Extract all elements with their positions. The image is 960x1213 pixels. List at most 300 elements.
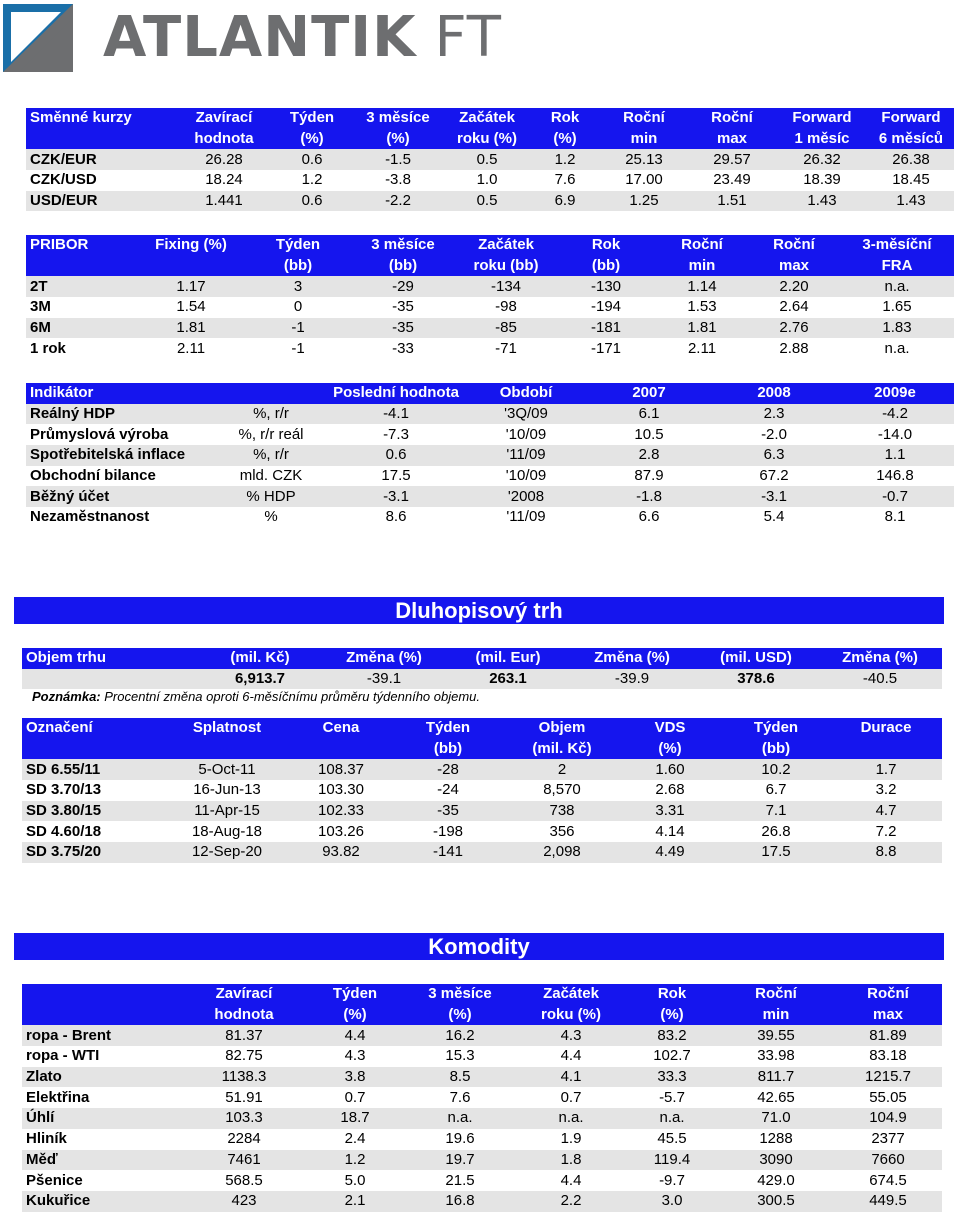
commodity-cell: 568.5 xyxy=(225,1171,263,1189)
fx-header-cell: Rok xyxy=(530,108,600,129)
indicator-cell: 6.3 xyxy=(712,445,836,466)
commodity-row xyxy=(22,1150,942,1171)
pribor-cell: 1.81 xyxy=(656,318,748,339)
fx-cell: 0.6 xyxy=(272,191,352,212)
indicator-cell: -7.3 xyxy=(383,425,409,443)
pribor-cell: 2T xyxy=(26,276,136,297)
bond-header-cell: Objem xyxy=(506,718,618,739)
pribor-header-cell: roku (bb) xyxy=(456,256,556,277)
pribor-cell: -71 xyxy=(495,339,517,357)
pribor-cell: 6M xyxy=(26,318,136,339)
bond-header-cell xyxy=(22,739,162,760)
fx-header-cell: 3 měsíce xyxy=(352,108,444,129)
bond-cell: 8.8 xyxy=(830,842,942,863)
indicator-header-cell: 2009e xyxy=(836,383,954,404)
bond-cell: 7.1 xyxy=(722,801,830,822)
commodity-cell: -5.7 xyxy=(659,1088,685,1106)
commodity-cell: 83.18 xyxy=(869,1047,907,1065)
commodity-cell: n.a. xyxy=(404,1108,516,1129)
volume-header-cell: (mil. Kč) xyxy=(198,648,322,669)
indicator-cell: -4.2 xyxy=(836,404,954,425)
commodity-cell: 2.1 xyxy=(306,1191,404,1212)
bond-cell: 26.8 xyxy=(761,822,791,840)
commodity-cell: 3.8 xyxy=(306,1067,404,1088)
indicator-cell: Nezaměstnanost xyxy=(30,508,150,526)
indicator-cell: Spotřebitelská inflace xyxy=(26,445,216,466)
commodity-cell: 104.9 xyxy=(834,1108,942,1129)
commodities-title: Komodity xyxy=(428,934,530,959)
indicator-row xyxy=(26,445,954,466)
company-logo xyxy=(3,4,502,72)
commodity-header-cell xyxy=(22,984,182,1005)
bond-cell: 4.14 xyxy=(655,822,685,840)
commodity-cell: 33.98 xyxy=(757,1047,795,1065)
brand-name xyxy=(103,5,502,70)
pribor-cell: 1 rok xyxy=(30,339,66,357)
bond-header-cell: Týden xyxy=(390,718,506,739)
fx-header-cell: Začátek xyxy=(444,108,530,129)
volume-note xyxy=(32,689,480,704)
bond-cell: 93.82 xyxy=(292,842,390,863)
fx-cell: 1.2 xyxy=(530,149,600,170)
fx-cell: 26.32 xyxy=(776,149,868,170)
commodity-cell: 4.1 xyxy=(516,1067,626,1088)
fx-header-cell: Zavírací xyxy=(176,108,272,129)
pribor-header-cell: 3 měsíce xyxy=(350,235,456,256)
commodity-cell: Elektřina xyxy=(26,1088,90,1106)
pribor-cell: -35 xyxy=(392,298,414,316)
pribor-cell: 1.65 xyxy=(882,298,912,316)
commodity-cell: 449.5 xyxy=(834,1191,942,1212)
commodity-cell: 674.5 xyxy=(869,1171,907,1189)
commodity-header-row xyxy=(22,1005,942,1026)
pribor-header-cell: (bb) xyxy=(246,256,350,277)
commodity-header-cell: (%) xyxy=(306,1005,404,1026)
volume-cell: 263.1 xyxy=(446,669,570,690)
indicators-table xyxy=(26,383,954,528)
pribor-table xyxy=(26,235,954,359)
fx-row xyxy=(26,149,954,170)
indicator-cell: 6.1 xyxy=(586,404,712,425)
fx-cell: 1.43 xyxy=(776,191,868,212)
pribor-cell: -85 xyxy=(456,318,556,339)
pribor-row xyxy=(26,338,954,359)
bond-cell: 6.7 xyxy=(765,781,787,799)
indicator-cell: -4.1 xyxy=(326,404,466,425)
fx-cell: CZK/USD xyxy=(30,171,97,189)
commodity-cell: 4.3 xyxy=(344,1047,366,1065)
pribor-cell: 1.53 xyxy=(687,298,717,316)
pribor-cell: 2.11 xyxy=(176,339,206,357)
pribor-header-cell: Roční xyxy=(656,235,748,256)
indicator-cell: 17.5 xyxy=(381,467,411,485)
bond-cell: SD 3.75/20 xyxy=(22,842,162,863)
volume-table xyxy=(22,648,942,689)
bond-cell: SD 4.60/18 xyxy=(26,822,102,840)
commodity-header-cell: Začátek xyxy=(516,984,626,1005)
indicator-row xyxy=(26,466,954,487)
indicator-cell: '3Q/09 xyxy=(466,404,586,425)
commodity-cell: 71.0 xyxy=(718,1108,834,1129)
commodity-header-cell: max xyxy=(834,1005,942,1026)
indicator-cell: mld. CZK xyxy=(239,467,303,485)
fx-cell: 1.43 xyxy=(868,191,954,212)
indicator-cell: '2008 xyxy=(466,486,586,507)
bond-cell: 102.33 xyxy=(292,801,390,822)
commodity-cell: 15.3 xyxy=(445,1047,475,1065)
pribor-cell: 2.11 xyxy=(687,339,717,357)
indicator-cell: -14.0 xyxy=(877,425,913,443)
fx-cell: 1.25 xyxy=(600,191,688,212)
bond-cell: 4.7 xyxy=(830,801,942,822)
fx-cell: -1.5 xyxy=(352,149,444,170)
commodity-cell: 19.6 xyxy=(445,1130,475,1148)
bond-cell: 16-Jun-13 xyxy=(193,781,261,799)
commodity-cell: Hliník xyxy=(26,1130,67,1148)
commodity-row xyxy=(22,1067,942,1088)
pribor-header-cell: (bb) xyxy=(350,256,456,277)
bond-cell: 356 xyxy=(549,822,575,840)
commodity-row xyxy=(22,1170,942,1191)
fx-table xyxy=(26,108,954,211)
volume-header-cell: Objem trhu xyxy=(22,648,198,669)
pribor-row xyxy=(26,297,954,318)
fx-header-cell: Forward xyxy=(776,108,868,129)
indicator-cell: % xyxy=(264,508,278,526)
commodity-cell: ropa - WTI xyxy=(26,1047,100,1065)
pribor-header-cell: Rok xyxy=(556,235,656,256)
commodity-cell: n.a. xyxy=(626,1108,718,1129)
fx-header-cell: 1 měsíc xyxy=(776,129,868,150)
bond-cell: 11-Apr-15 xyxy=(162,801,292,822)
indicator-cell: %, r/r xyxy=(216,404,326,425)
commodity-cell: 5.0 xyxy=(344,1171,366,1189)
bond-header-cell: Cena xyxy=(292,718,390,739)
commodity-cell: 1215.7 xyxy=(834,1067,942,1088)
bond-cell: -35 xyxy=(390,801,506,822)
commodity-header-cell: min xyxy=(718,1005,834,1026)
indicator-cell: 10.5 xyxy=(634,425,664,443)
fx-cell: 7.6 xyxy=(554,171,576,189)
commodity-cell: 33.3 xyxy=(626,1067,718,1088)
fx-header-row xyxy=(26,108,954,129)
pribor-row xyxy=(26,318,954,339)
volume-cell: 6,913.7 xyxy=(198,669,322,690)
indicator-cell: Reálný HDP xyxy=(26,404,216,425)
volume-cell: -39.1 xyxy=(322,669,446,690)
pribor-cell: 0 xyxy=(293,298,303,316)
fx-header-cell: max xyxy=(688,129,776,150)
indicator-cell: 8.6 xyxy=(385,508,407,526)
volume-cell: 378.6 xyxy=(694,669,818,690)
volume-cell xyxy=(22,669,198,690)
commodity-cell: 1.2 xyxy=(306,1150,404,1171)
commodity-header-cell: Týden xyxy=(306,984,404,1005)
indicator-cell: -3.1 xyxy=(326,486,466,507)
commodity-header-cell: Rok xyxy=(626,984,718,1005)
fx-header-cell: min xyxy=(600,129,688,150)
bond-cell: 4.49 xyxy=(618,842,722,863)
commodity-cell: 3090 xyxy=(718,1150,834,1171)
fx-row xyxy=(26,191,954,212)
bond-cell: -24 xyxy=(437,781,459,799)
indicator-cell: -1.8 xyxy=(586,486,712,507)
pribor-cell: n.a. xyxy=(840,276,954,297)
volume-header-cell: Změna (%) xyxy=(322,648,446,669)
commodity-cell: 4.4 xyxy=(306,1025,404,1046)
commodity-cell: 4.3 xyxy=(516,1025,626,1046)
pribor-cell: -98 xyxy=(495,298,517,316)
volume-header-cell: Změna (%) xyxy=(818,648,942,669)
fx-header-cell: (%) xyxy=(272,129,352,150)
commodity-cell: 51.91 xyxy=(225,1088,263,1106)
fx-cell: -2.2 xyxy=(352,191,444,212)
commodity-cell: 81.37 xyxy=(182,1025,306,1046)
pribor-cell: -1 xyxy=(291,339,305,357)
bond-cell: -198 xyxy=(432,822,464,840)
commodities-banner xyxy=(14,933,944,960)
fx-cell: -3.8 xyxy=(385,171,411,189)
bonds-table xyxy=(22,718,942,863)
bond-cell: 108.37 xyxy=(292,759,390,780)
commodity-cell: 39.55 xyxy=(718,1025,834,1046)
pribor-cell: 1.14 xyxy=(656,276,748,297)
commodity-cell: 83.2 xyxy=(626,1025,718,1046)
commodity-cell: 811.7 xyxy=(718,1067,834,1088)
bond-cell: 103.30 xyxy=(318,781,364,799)
indicator-header-row xyxy=(26,383,954,404)
bond-row xyxy=(22,821,942,842)
fx-cell: 0.6 xyxy=(272,149,352,170)
pribor-cell: 2.88 xyxy=(779,339,809,357)
fx-cell: 1.51 xyxy=(688,191,776,212)
bond-cell: 3.2 xyxy=(875,781,897,799)
commodity-cell: 16.2 xyxy=(404,1025,516,1046)
indicator-header-cell: 2008 xyxy=(712,383,836,404)
fx-header-cell: Forward xyxy=(868,108,954,129)
fx-header-cell: hodnota xyxy=(176,129,272,150)
fx-cell: USD/EUR xyxy=(26,191,176,212)
commodity-cell: 8.5 xyxy=(404,1067,516,1088)
indicator-cell: 2.8 xyxy=(586,445,712,466)
bond-header-cell: (%) xyxy=(618,739,722,760)
fx-header-cell xyxy=(26,129,176,150)
fx-header-row xyxy=(26,129,954,150)
pribor-header-cell: Týden xyxy=(246,235,350,256)
pribor-header-cell: min xyxy=(656,256,748,277)
bond-cell: 2 xyxy=(506,759,618,780)
fx-row xyxy=(26,170,954,191)
bond-row xyxy=(22,801,942,822)
bond-cell: 5-Oct-11 xyxy=(162,759,292,780)
commodity-header-cell xyxy=(22,1005,182,1026)
pribor-cell: -194 xyxy=(590,298,622,316)
indicator-cell: %, r/r xyxy=(216,445,326,466)
commodities-table xyxy=(22,984,942,1212)
bond-header-cell: Splatnost xyxy=(162,718,292,739)
volume-header-cell: (mil. Eur) xyxy=(446,648,570,669)
indicator-cell: 6.6 xyxy=(638,508,660,526)
commodity-cell: 429.0 xyxy=(757,1171,795,1189)
commodity-row xyxy=(22,1046,942,1067)
indicator-cell: %, r/r reál xyxy=(238,425,304,443)
indicator-cell: 0.6 xyxy=(326,445,466,466)
pribor-cell: 2.76 xyxy=(748,318,840,339)
bond-market-title: Dluhopisový trh xyxy=(395,598,563,623)
commodity-cell: ropa - Brent xyxy=(22,1025,182,1046)
indicator-cell: -3.1 xyxy=(712,486,836,507)
volume-cell: -40.5 xyxy=(818,669,942,690)
indicator-row xyxy=(26,424,954,445)
commodity-cell: 4.4 xyxy=(560,1047,582,1065)
pribor-header-row xyxy=(26,256,954,277)
volume-header-cell: Změna (%) xyxy=(570,648,694,669)
commodity-cell: Měď xyxy=(22,1150,182,1171)
commodity-cell: Kukuřice xyxy=(22,1191,182,1212)
bond-cell: SD 3.70/13 xyxy=(26,781,102,799)
fx-cell: 26.28 xyxy=(176,149,272,170)
commodity-header-cell: roku (%) xyxy=(516,1005,626,1026)
bond-cell: 17.5 xyxy=(722,842,830,863)
commodity-row xyxy=(22,1087,942,1108)
commodity-cell: 55.05 xyxy=(869,1088,907,1106)
pribor-header-cell: 3-měsíční xyxy=(840,235,954,256)
commodity-cell: n.a. xyxy=(516,1108,626,1129)
bond-cell: 18-Aug-18 xyxy=(191,822,263,840)
bond-header-cell xyxy=(292,739,390,760)
fx-header-cell: Směnné kurzy xyxy=(26,108,176,129)
bond-header-cell xyxy=(162,739,292,760)
commodity-cell: 300.5 xyxy=(718,1191,834,1212)
bond-row xyxy=(22,780,942,801)
bond-cell: 8,570 xyxy=(543,781,581,799)
indicator-cell: Běžný účet xyxy=(26,486,216,507)
pribor-header-cell: max xyxy=(748,256,840,277)
indicator-cell: -2.0 xyxy=(761,425,787,443)
commodity-row xyxy=(22,1129,942,1150)
pribor-cell: 2.20 xyxy=(748,276,840,297)
fx-header-cell: roku (%) xyxy=(444,129,530,150)
indicator-cell: 146.8 xyxy=(876,467,914,485)
indicator-header-cell: Období xyxy=(466,383,586,404)
commodity-cell: Úhlí xyxy=(22,1108,182,1129)
pribor-cell: -130 xyxy=(556,276,656,297)
pribor-header-cell: Fixing (%) xyxy=(136,235,246,256)
volume-cell: -39.9 xyxy=(570,669,694,690)
note-text: Procentní změna oproti 6-měsíčnímu průměru týdenního objemu. xyxy=(104,689,481,704)
commodity-header-cell: (%) xyxy=(626,1005,718,1026)
commodity-header-cell: Zavírací xyxy=(182,984,306,1005)
commodity-row xyxy=(22,1191,942,1212)
pribor-header-cell xyxy=(26,256,136,277)
bond-header-cell: (bb) xyxy=(390,739,506,760)
commodity-header-row xyxy=(22,984,942,1005)
indicator-row xyxy=(26,486,954,507)
volume-header-row xyxy=(22,648,942,669)
pribor-cell: 1.17 xyxy=(136,276,246,297)
fx-cell: 26.38 xyxy=(868,149,954,170)
commodity-cell: 1.8 xyxy=(516,1150,626,1171)
pribor-cell: 3M xyxy=(30,298,51,316)
bond-cell: 10.2 xyxy=(722,759,830,780)
pribor-header-cell xyxy=(136,256,246,277)
indicator-cell: % HDP xyxy=(216,486,326,507)
note-label: Poznámka: xyxy=(32,689,101,704)
fx-cell: 0.5 xyxy=(444,149,530,170)
indicator-row xyxy=(26,507,954,528)
bond-cell: 3.31 xyxy=(618,801,722,822)
bond-cell: 103.26 xyxy=(318,822,364,840)
bond-header-cell: VDS xyxy=(618,718,722,739)
pribor-header-cell: PRIBOR xyxy=(26,235,136,256)
commodity-cell: 0.7 xyxy=(560,1088,582,1106)
indicator-row xyxy=(26,404,954,425)
fx-cell: 6.9 xyxy=(530,191,600,212)
pribor-header-cell: Roční xyxy=(748,235,840,256)
indicator-cell: 2.3 xyxy=(712,404,836,425)
indicator-cell: 1.1 xyxy=(836,445,954,466)
bond-cell: 7.2 xyxy=(875,822,897,840)
bond-header-cell: Týden xyxy=(722,718,830,739)
fx-cell: 18.39 xyxy=(803,171,841,189)
commodity-cell: 81.89 xyxy=(834,1025,942,1046)
fx-header-cell: (%) xyxy=(352,129,444,150)
fx-cell: 17.00 xyxy=(625,171,663,189)
indicator-cell: '11/09 xyxy=(506,508,546,526)
brand-suffix: FT xyxy=(434,5,502,70)
bond-header-cell: Durace xyxy=(830,718,942,739)
bond-cell: 1.7 xyxy=(830,759,942,780)
pribor-cell: -29 xyxy=(350,276,456,297)
commodity-header-cell: Roční xyxy=(718,984,834,1005)
bond-cell: 1.60 xyxy=(618,759,722,780)
commodity-cell: 82.75 xyxy=(225,1047,263,1065)
commodity-cell: 16.8 xyxy=(404,1191,516,1212)
brand-wordmark: ATLANTIK xyxy=(103,5,417,70)
pribor-cell: n.a. xyxy=(884,339,910,357)
indicator-header-cell: Indikátor xyxy=(26,383,216,404)
commodity-header-cell: Roční xyxy=(834,984,942,1005)
commodity-cell: 4.4 xyxy=(560,1171,582,1189)
pribor-row xyxy=(26,276,954,297)
fx-cell: 1.2 xyxy=(301,171,323,189)
indicator-cell: 5.4 xyxy=(763,508,785,526)
indicator-cell: '10/09 xyxy=(505,425,547,443)
fx-header-cell: Roční xyxy=(688,108,776,129)
commodity-cell: 7461 xyxy=(182,1150,306,1171)
indicator-cell: 87.9 xyxy=(634,467,664,485)
commodity-cell: 103.3 xyxy=(182,1108,306,1129)
bond-cell: -141 xyxy=(390,842,506,863)
pribor-header-cell: FRA xyxy=(840,256,954,277)
commodity-cell: 19.7 xyxy=(404,1150,516,1171)
fx-header-cell: Týden xyxy=(272,108,352,129)
pribor-cell: -171 xyxy=(590,339,622,357)
indicator-cell: 67.2 xyxy=(759,467,789,485)
indicator-header-cell: 2007 xyxy=(586,383,712,404)
pribor-cell: 3 xyxy=(246,276,350,297)
bond-row xyxy=(22,759,942,780)
commodity-cell: 21.5 xyxy=(445,1171,475,1189)
commodity-cell: 42.65 xyxy=(757,1088,795,1106)
fx-cell: CZK/EUR xyxy=(26,149,176,170)
commodity-cell: 1288 xyxy=(759,1130,793,1148)
pribor-cell: -181 xyxy=(556,318,656,339)
commodity-cell: 2.4 xyxy=(344,1130,366,1148)
fx-cell: 23.49 xyxy=(713,171,751,189)
fx-cell: 29.57 xyxy=(688,149,776,170)
pribor-cell: -35 xyxy=(350,318,456,339)
